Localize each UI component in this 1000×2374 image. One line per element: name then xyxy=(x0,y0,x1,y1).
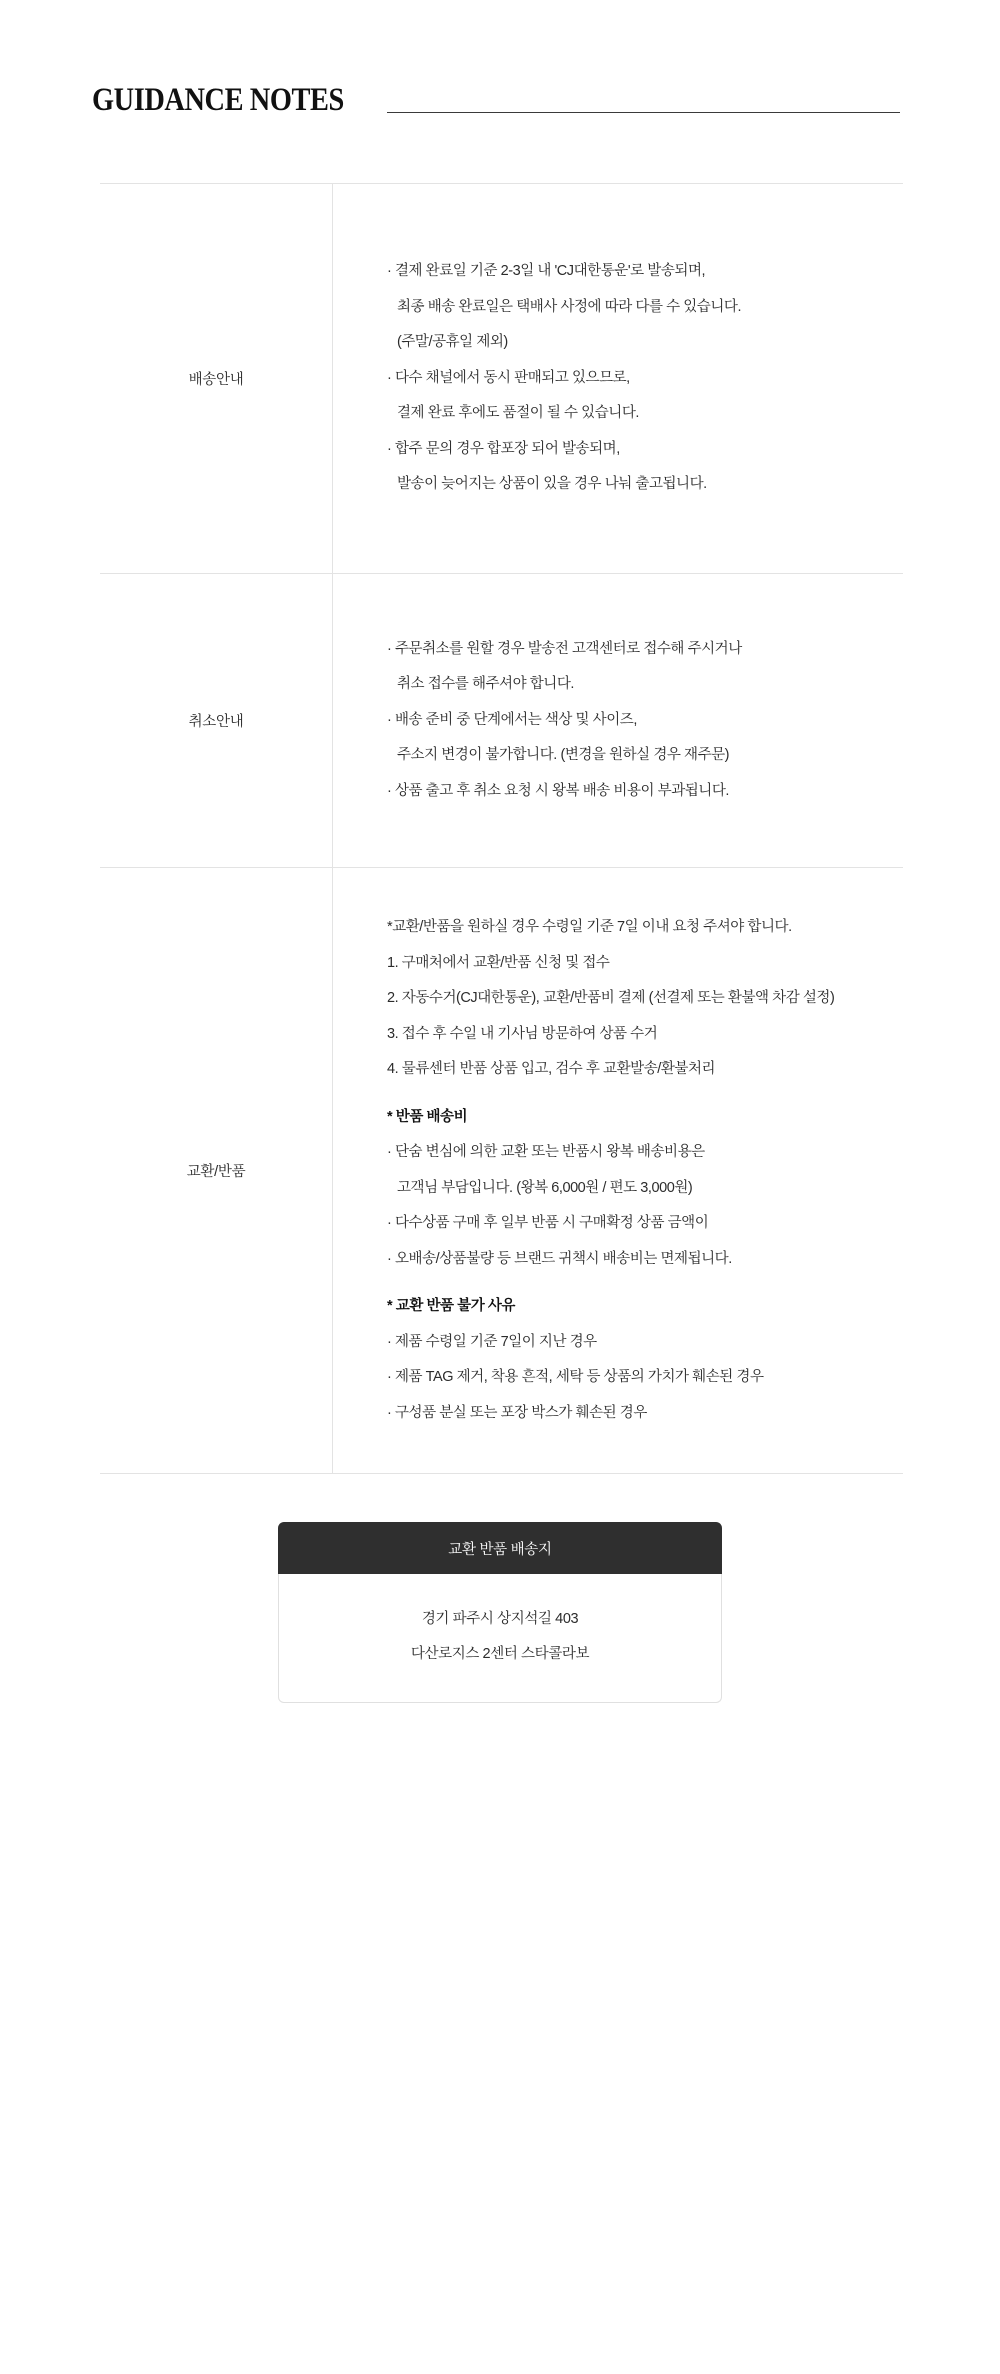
note-line: 고객님 부담입니다. (왕복 6,000원 / 편도 3,000원) xyxy=(397,1179,693,1196)
row-label-shipping: 배송안내 xyxy=(100,184,333,573)
table-row xyxy=(100,867,903,1474)
note-line: 주소지 변경이 불가합니다. (변경을 원하실 경우 재주문) xyxy=(397,747,730,764)
note-line: · 제품 TAG 제거, 착용 흔적, 세탁 등 상품의 가치가 훼손된 경우 xyxy=(387,1369,764,1386)
note-line: 최종 배송 완료일은 택배사 사정에 따라 다를 수 있습니다. xyxy=(397,298,742,315)
page-title-block xyxy=(0,84,1000,121)
note-subheading: * 교환 반품 불가 사유 xyxy=(387,1298,515,1315)
return-address-body xyxy=(278,1574,722,1703)
note-line: 취소 접수를 해주셔야 합니다. xyxy=(397,676,574,693)
note-line: · 주문취소를 원할 경우 발송전 고객센터로 접수해 주시거나 xyxy=(387,640,742,657)
guidance-table xyxy=(0,183,1000,1474)
table-row xyxy=(100,183,903,573)
note-line: 1. 구매처에서 교환/반품 신청 및 접수 xyxy=(387,954,610,971)
row-content-cancel xyxy=(333,574,903,868)
table-row xyxy=(100,573,903,868)
note-line: · 다수 채널에서 동시 판매되고 있으므로, xyxy=(387,369,630,386)
return-address-title: 교환 반품 배송지 xyxy=(278,1522,722,1574)
address-line: 경기 파주시 상지석길 403 xyxy=(421,1611,579,1628)
note-line: · 오배송/상품불량 등 브랜드 귀책시 배송비는 면제됩니다. xyxy=(387,1250,732,1267)
note-line: *교환/반품을 원하실 경우 수령일 기준 7일 이내 요청 주셔야 합니다. xyxy=(387,919,792,936)
guidance-notes-page xyxy=(0,84,1000,2374)
note-line: · 다수상품 구매 후 일부 반품 시 구매확정 상품 금액이 xyxy=(387,1215,709,1232)
address-line: 다산로지스 2센터 스타콜라보 xyxy=(410,1646,590,1663)
row-content-exchange xyxy=(333,868,903,1473)
return-address-box xyxy=(278,1522,722,1703)
title-divider xyxy=(387,112,900,113)
note-line: 3. 접수 후 수일 내 기사님 방문하여 상품 수거 xyxy=(387,1025,658,1042)
note-subheading: * 반품 배송비 xyxy=(387,1108,468,1125)
row-label-cancel: 취소안내 xyxy=(100,574,333,868)
row-label-exchange: 교환/반품 xyxy=(100,868,333,1473)
page-title: GUIDANCE NOTES xyxy=(92,82,344,118)
note-line: · 결제 완료일 기준 2-3일 내 'CJ대한통운'로 발송되며, xyxy=(387,263,706,279)
note-line: · 단숨 변심에 의한 교환 또는 반품시 왕복 배송비용은 xyxy=(387,1144,705,1161)
note-line: · 상품 출고 후 취소 요청 시 왕복 배송 비용이 부과됩니다. xyxy=(387,782,729,799)
row-content-shipping xyxy=(333,184,903,573)
note-line: 4. 물류센터 반품 상품 입고, 검수 후 교환발송/환불처리 xyxy=(387,1061,716,1078)
bottom-spacer xyxy=(0,1703,1000,1823)
note-line: · 합주 문의 경우 합포장 되어 발송되며, xyxy=(387,440,620,457)
note-line: 결제 완료 후에도 품절이 될 수 있습니다. xyxy=(397,405,639,422)
note-line: 발송이 늦어지는 상품이 있을 경우 나눠 출고됩니다. xyxy=(397,476,707,493)
note-line: · 배송 준비 중 단계에서는 색상 및 사이즈, xyxy=(387,711,637,728)
note-line: · 제품 수령일 기준 7일이 지난 경우 xyxy=(387,1333,597,1350)
note-line: 2. 자동수거(CJ대한통운), 교환/반품비 결제 (선결제 또는 환불액 차감 설정) xyxy=(387,990,835,1007)
note-line: · 구성품 분실 또는 포장 박스가 훼손된 경우 xyxy=(387,1404,647,1421)
note-line: (주말/공휴일 제외) xyxy=(397,334,508,351)
